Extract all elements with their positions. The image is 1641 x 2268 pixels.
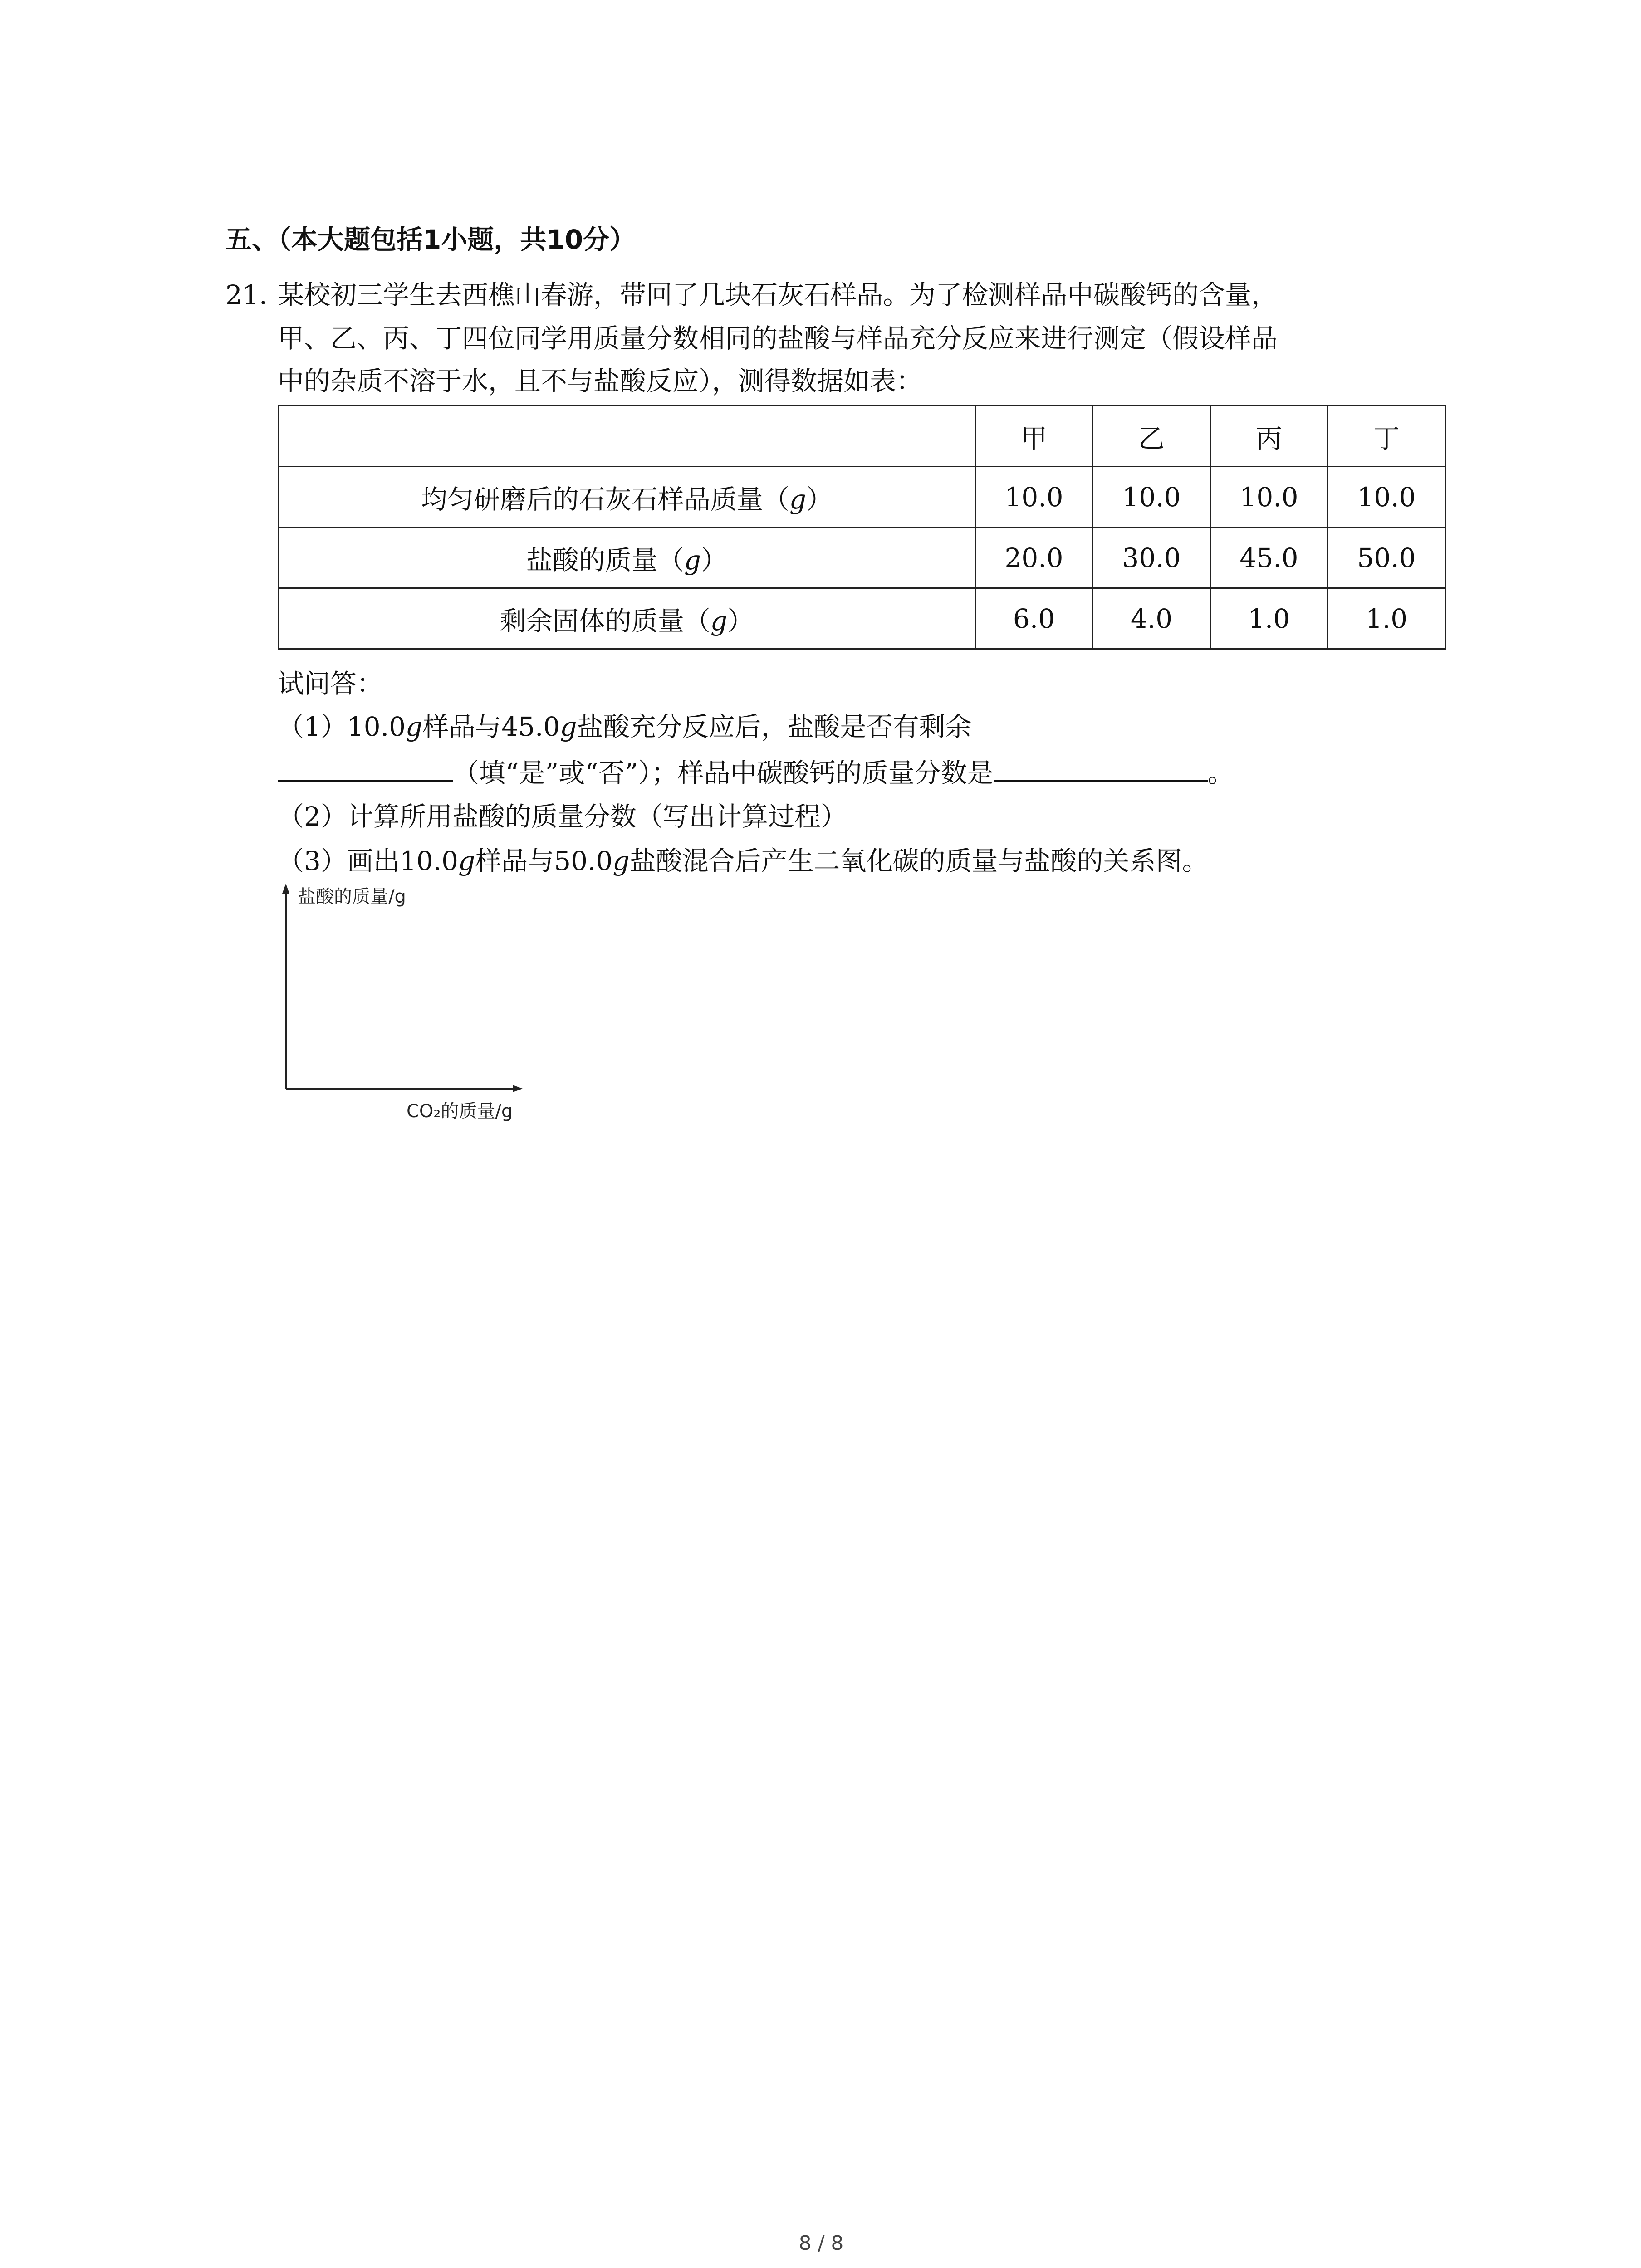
table-header-cell: 丁 [1328, 406, 1445, 467]
answer-blank-remaining[interactable] [278, 752, 453, 782]
sub-question-1-line-2: （填“是”或“否”）；样品中碳酸钙的质量分数是 。 [278, 752, 1234, 791]
data-table [278, 405, 1446, 650]
ask-intro: 试问答： [278, 668, 383, 699]
table-cell: 10.0 [975, 467, 1093, 528]
question-text-line-3: 中的杂质不溶于水，且不与盐酸反应），测得数据如表： [278, 366, 923, 396]
sub-question-3: （3）画出10.0g样品与50.0g盐酸混合后产生二氧化碳的质量与盐酸的关系图。 [278, 846, 1209, 876]
table-header-cell: 甲 [975, 406, 1093, 467]
table-row-label: 剩余固体的质量（g） [279, 588, 975, 649]
table-cell: 30.0 [1093, 528, 1210, 588]
graph-axes [272, 880, 590, 1134]
table-row-label: 均匀研磨后的石灰石样品质量（g） [279, 467, 975, 528]
question-number: 21. [225, 279, 268, 310]
table-cell: 20.0 [975, 528, 1093, 588]
question-text-line-2: 甲、乙、丙、丁四位同学用质量分数相同的盐酸与样品充分反应来进行测定（假设样品 [278, 323, 1278, 354]
table-cell: 6.0 [975, 588, 1093, 649]
y-axis-arrow-icon [282, 884, 289, 894]
section-title: 五、（本大题包括1小题，共10分） [225, 224, 636, 255]
table-header-cell: 丙 [1210, 406, 1328, 467]
table-cell: 10.0 [1093, 467, 1210, 528]
table-cell: 1.0 [1210, 588, 1328, 649]
table-header-cell [279, 406, 975, 467]
x-axis-arrow-icon [513, 1085, 523, 1092]
table-cell: 45.0 [1210, 528, 1328, 588]
table-row [279, 588, 1445, 649]
table-cell: 1.0 [1328, 588, 1445, 649]
table-cell: 10.0 [1328, 467, 1445, 528]
table-header-row [279, 406, 1445, 467]
page-number: 8 / 8 [798, 2232, 844, 2255]
blank-graph [272, 880, 590, 1134]
table-row-label: 盐酸的质量（g） [279, 528, 975, 588]
table-cell: 4.0 [1093, 588, 1210, 649]
table-cell: 10.0 [1210, 467, 1328, 528]
x-axis-label: CO₂的质量/g [407, 1101, 513, 1122]
table-row [279, 528, 1445, 588]
sub-question-2: （2）计算所用盐酸的质量分数（写出计算过程） [278, 801, 847, 832]
y-axis-label: 盐酸的质量/g [298, 886, 406, 907]
sub-question-1-line-1: （1）10.0g样品与45.0g盐酸充分反应后，盐酸是否有剩余 [278, 711, 972, 742]
answer-blank-percentage[interactable] [994, 752, 1208, 782]
table-row [279, 467, 1445, 528]
table-cell: 50.0 [1328, 528, 1445, 588]
question-text-line-1: 某校初三学生去西樵山春游，带回了几块石灰石样品。为了检测样品中碳酸钙的含量， [278, 279, 1278, 310]
table-header-cell: 乙 [1093, 406, 1210, 467]
